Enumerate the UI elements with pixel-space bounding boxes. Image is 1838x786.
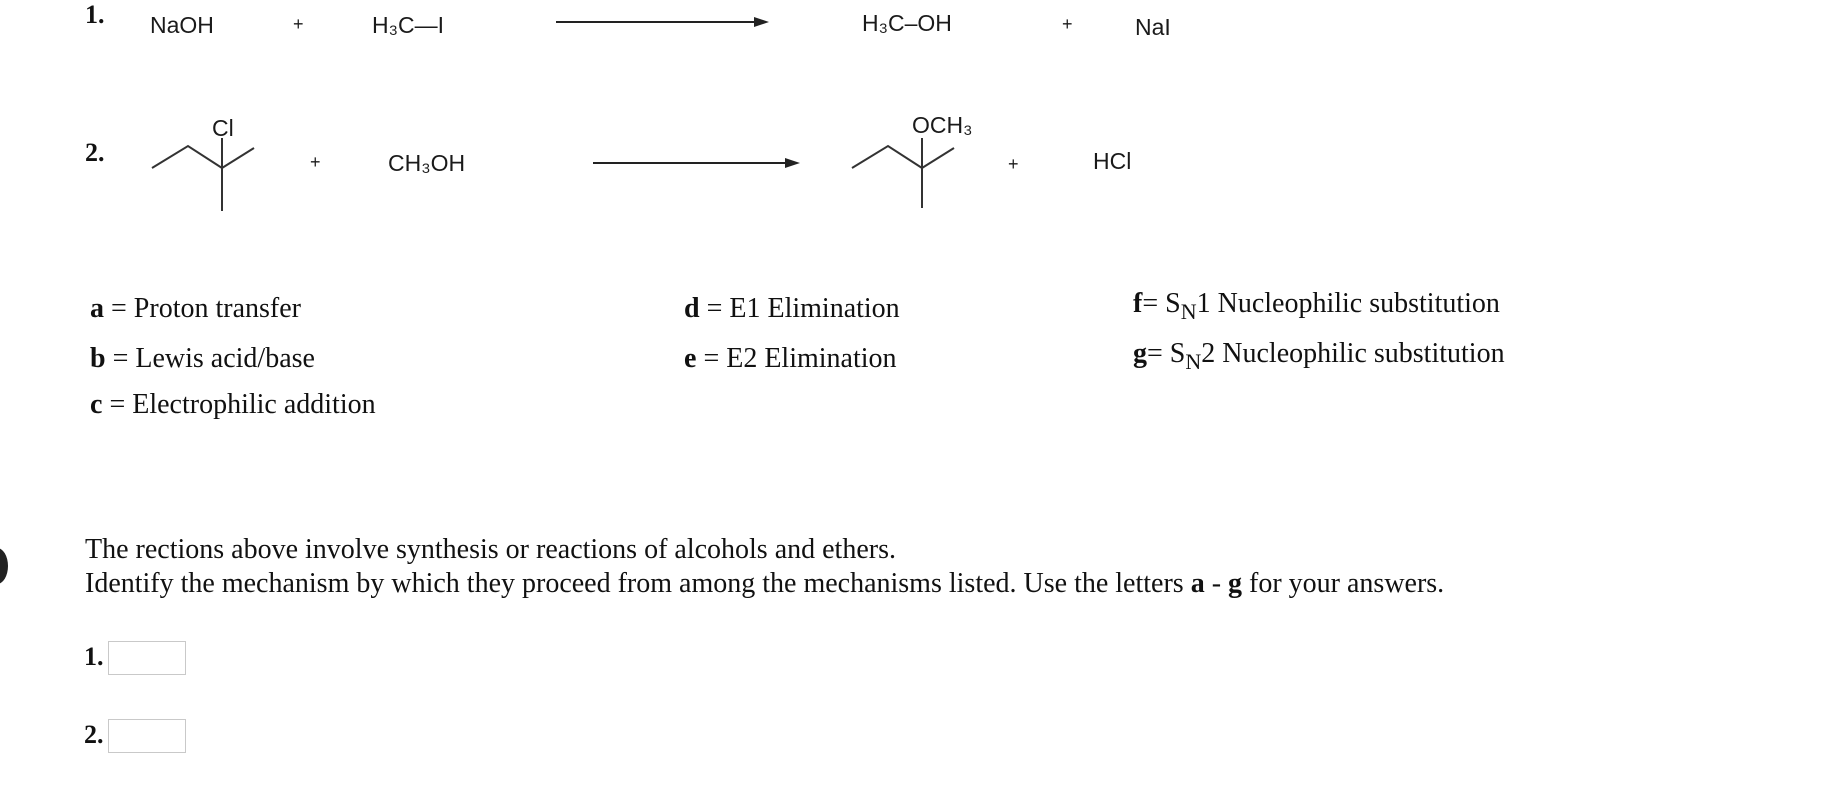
instructions-line-1: The rections above involve synthesis or reactions of alcohols and ethers. — [85, 534, 896, 565]
reaction-2-plus-2: + — [1008, 154, 1019, 174]
mechanism-b-letter: b — [90, 343, 106, 374]
reaction-1-number: 1. — [85, 0, 105, 29]
mechanism-d — [684, 293, 900, 325]
mechanism-f-eq: = S — [1142, 288, 1181, 319]
mechanism-g-text: 2 Nucleophilic substitution — [1201, 338, 1505, 369]
reaction-1-plus-1: + — [293, 14, 304, 34]
mechanism-e-letter: e — [684, 343, 697, 374]
mechanism-f — [1133, 288, 1500, 324]
answer-2-label: 2. — [84, 720, 104, 749]
mechanism-c — [90, 389, 376, 421]
mechanism-c-letter: c — [90, 389, 103, 420]
mechanism-e — [684, 343, 897, 375]
mechanism-f-subscript: N — [1180, 299, 1197, 324]
mechanism-d-letter: d — [684, 293, 700, 324]
instructions-line-2 — [85, 568, 1444, 600]
reaction-1-plus-2: + — [1062, 14, 1073, 34]
answer-1-label: 1. — [84, 642, 104, 671]
reaction-1-product-nai: NaI — [1135, 14, 1171, 40]
instructions-line-2-text: Identify the mechanism by which they proceed from among the mechanisms listed. Use the letters — [85, 568, 1191, 599]
reaction-2-number: 2. — [85, 138, 105, 167]
mechanism-f-letter: f — [1133, 288, 1143, 319]
reaction-2-plus-1: + — [310, 152, 321, 172]
instructions-dash: - — [1204, 568, 1229, 599]
mechanism-d-text: = E1 Elimination — [706, 293, 900, 324]
instructions-letter-a: a — [1190, 568, 1205, 599]
reaction-1-reactant-methyl-iodide: H₃C—I — [372, 12, 444, 38]
reaction-2-reactant-methanol: CH₃OH — [388, 150, 466, 176]
edge-fragment — [0, 548, 8, 584]
mechanism-b-text: = Lewis acid/base — [112, 343, 315, 374]
instructions-letter-g: g — [1228, 568, 1243, 599]
reaction-2-reactant-skeletal-structure — [150, 118, 260, 218]
reaction-1-product-methanol: H₃C–OH — [862, 10, 952, 36]
mechanism-a — [90, 293, 301, 325]
answer-2-input[interactable] — [108, 719, 186, 753]
mechanism-a-text: = Proton transfer — [111, 293, 301, 324]
reaction-1-arrow-icon — [556, 16, 771, 28]
mechanism-g-subscript: N — [1185, 349, 1202, 374]
mechanism-f-text: 1 Nucleophilic substitution — [1196, 288, 1500, 319]
answer-1-input[interactable] — [108, 641, 186, 675]
mechanism-g-eq: = S — [1147, 338, 1186, 369]
reaction-2-arrow-icon — [593, 157, 803, 169]
mechanism-g-letter: g — [1133, 338, 1147, 369]
mechanism-e-text: = E2 Elimination — [703, 343, 897, 374]
mechanism-b — [90, 343, 315, 375]
mechanism-g — [1133, 338, 1505, 374]
mechanism-c-text: = Electrophilic addition — [109, 389, 376, 420]
instructions-line-2-end: for your answers. — [1242, 568, 1445, 599]
mechanism-a-letter: a — [90, 293, 104, 324]
reaction-2-chloro-label: Cl — [212, 115, 234, 141]
reaction-1-reactant-naoh: NaOH — [150, 12, 214, 38]
reaction-2-methoxy-label: OCH₃ — [912, 112, 973, 138]
reaction-2-product-hcl: HCl — [1093, 148, 1132, 174]
